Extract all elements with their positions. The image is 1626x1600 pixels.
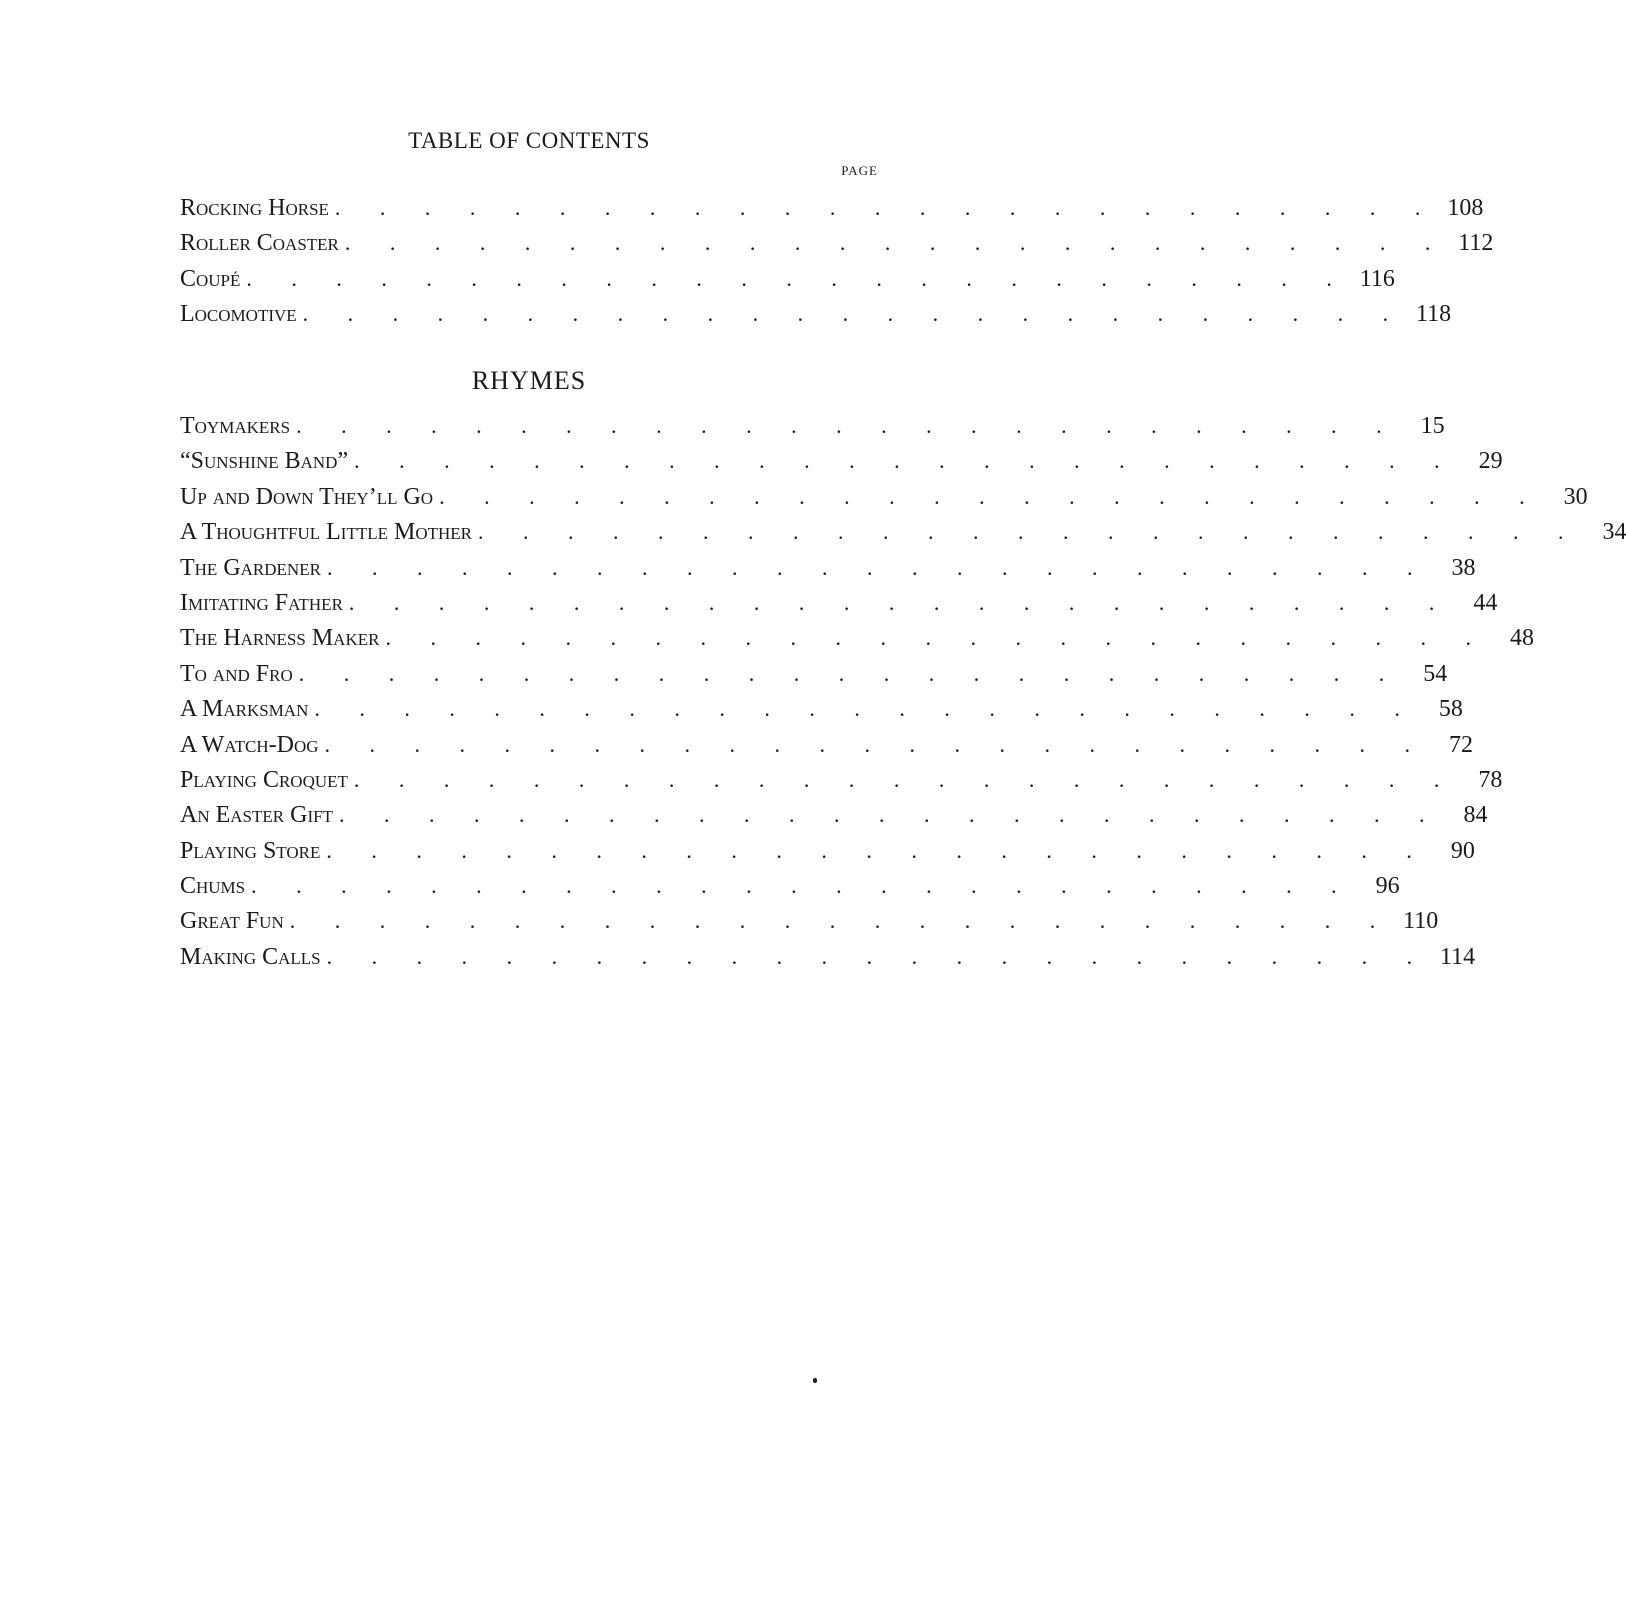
dot-leader: . . . . . . . . . . . . . . . . . . . . . . . . . <box>314 696 1417 722</box>
entry-page: 15 <box>1420 413 1445 439</box>
entry-title: “Sunshine Band” <box>180 448 349 475</box>
entry-title: Coupé <box>180 265 241 292</box>
dot-leader: . . . . . . . . . . . . . . . . . . . . . . . . . <box>354 448 1457 474</box>
entry-page: 29 <box>1478 448 1503 475</box>
entry-page: 58 <box>1438 696 1463 723</box>
toc-entry <box>180 939 1476 974</box>
toc-entry <box>180 585 1498 620</box>
entry-title: An Easter Gift <box>180 802 333 829</box>
entry-title: The Harness Maker <box>180 625 380 652</box>
toc-entry <box>180 479 1588 514</box>
rhymes-entries-list <box>180 408 1626 974</box>
toc-entry <box>180 833 1475 868</box>
entry-page: 48 <box>1509 625 1534 652</box>
entry-page: 34 <box>1602 519 1626 546</box>
dot-leader: . . . . . . . . . . . . . . . . . . . . . . . . . <box>246 265 1349 291</box>
dot-leader: . . . . . . . . . . . . . . . . . . . . . . . . . <box>251 873 1354 899</box>
toc-entry <box>180 296 1452 331</box>
toc-entry <box>180 443 1503 478</box>
print-speck <box>813 1378 817 1383</box>
entry-title: A Thoughtful Little Mother <box>180 519 472 546</box>
dot-leader: . . . . . . . . . . . . . . . . . . . . . . . . . <box>298 660 1402 686</box>
dot-leader: . . . . . . . . . . . . . . . . . . . . . . . . . <box>326 943 1430 969</box>
entry-title: Making Calls <box>180 943 321 970</box>
entry-page: 44 <box>1473 589 1498 616</box>
dot-leader: . . . . . . . . . . . . . . . . . . . . . . . . . <box>334 195 1438 220</box>
toc-entry <box>180 261 1395 296</box>
entry-title: Locomotive <box>180 301 297 328</box>
toc-entry <box>180 190 1484 225</box>
toc-entry <box>180 727 1473 762</box>
entry-page: 54 <box>1423 660 1448 687</box>
entry-page: 96 <box>1375 873 1400 900</box>
entry-page: 38 <box>1451 554 1476 581</box>
entry-page: 90 <box>1450 837 1475 864</box>
entry-title: Toymakers <box>180 413 291 439</box>
dot-leader: . . . . . . . . . . . . . . . . . . . . . . . . . <box>302 301 1406 327</box>
toc-entry <box>180 550 1476 585</box>
toc-entry <box>180 408 1445 443</box>
dot-leader: . . . . . . . . . . . . . . . . . . . . . . . . . <box>385 625 1488 651</box>
entry-title: Imitating Father <box>180 589 343 616</box>
entry-title: Playing Croquet <box>180 766 348 793</box>
entry-title: A Marksman <box>180 696 309 723</box>
dot-leader: . . . . . . . . . . . . . . . . . . . . . . . . . <box>344 230 1448 256</box>
toc-entry <box>180 514 1626 549</box>
dot-leader: . . . . . . . . . . . . . . . . . . . . . . . . . <box>439 483 1542 509</box>
entry-page: 118 <box>1416 301 1452 328</box>
dot-leader: . . . . . . . . . . . . . . . . . . . . . . . . . <box>326 554 1430 580</box>
toc-entry <box>180 762 1503 797</box>
entry-page: 116 <box>1359 265 1395 292</box>
entry-page: 108 <box>1447 195 1484 221</box>
toc-entry <box>180 691 1463 726</box>
entry-page: 84 <box>1463 802 1488 829</box>
toc-entry <box>180 868 1400 903</box>
entry-title: To and Fro <box>180 660 293 687</box>
dot-leader: . . . . . . . . . . . . . . . . . . . . . . . . . <box>289 908 1393 934</box>
dot-leader: . . . . . . . . . . . . . . . . . . . . . . . . . <box>326 837 1429 863</box>
page-title: TABLE OF CONTENTS <box>408 128 650 153</box>
entry-page: 30 <box>1563 483 1588 510</box>
dot-leader: . . . . . . . . . . . . . . . . . . . . . . . . . <box>477 519 1581 545</box>
entry-page: 72 <box>1449 731 1473 758</box>
toc-entry <box>180 797 1488 832</box>
toc-entry <box>180 656 1448 691</box>
entry-title: A Watch-Dog <box>180 731 319 758</box>
entry-title: Great Fun <box>180 908 284 935</box>
toc-entry <box>180 903 1439 938</box>
entry-title: Up and Down They’ll Go <box>180 483 434 510</box>
toc-entry <box>180 620 1534 655</box>
dot-leader: . . . . . . . . . . . . . . . . . . . . . . . . . <box>348 589 1452 615</box>
entry-page: 78 <box>1478 766 1503 793</box>
entry-title: Chums <box>180 873 246 900</box>
entry-title: The Gardener <box>180 554 321 581</box>
dot-leader: . . . . . . . . . . . . . . . . . . . . . . . . . <box>353 766 1457 792</box>
entry-title: Rocking Horse <box>180 195 329 221</box>
entry-page: 110 <box>1403 908 1439 935</box>
page-column-label: PAGE <box>841 163 878 178</box>
entry-page: 112 <box>1458 230 1494 257</box>
dot-leader: . . . . . . . . . . . . . . . . . . . . . . . . . <box>324 731 1427 757</box>
toc-entry <box>180 225 1494 260</box>
entry-page: 114 <box>1440 943 1476 970</box>
entry-title: Roller Coaster <box>180 230 339 257</box>
section-heading-rhymes: RHYMES <box>471 366 587 395</box>
dot-leader: . . . . . . . . . . . . . . . . . . . . . . . . . <box>338 802 1442 828</box>
entry-title: Playing Store <box>180 837 321 864</box>
continued-entries-list <box>180 190 1494 332</box>
dot-leader: . . . . . . . . . . . . . . . . . . . . . . . . . <box>296 413 1399 438</box>
